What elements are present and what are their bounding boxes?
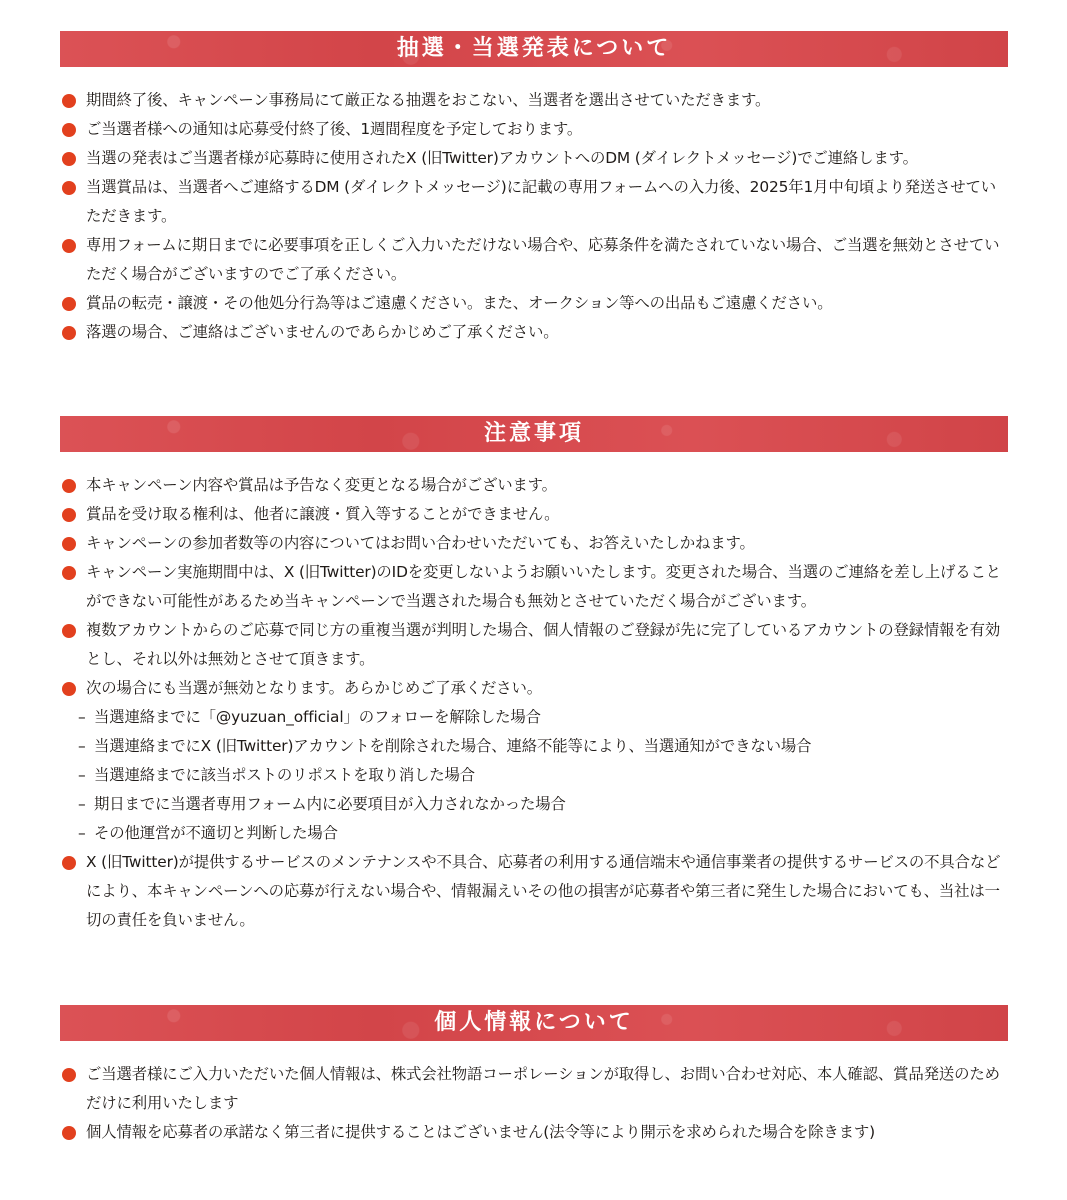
list-item-text: ご当選者様への通知は応募受付終了後、1週間程度を予定しております。 bbox=[86, 120, 583, 138]
bullet-icon bbox=[62, 566, 76, 580]
bullet-icon bbox=[62, 479, 76, 493]
list-item-text: キャンペーン実施期間中は、X (旧Twitter)のIDを変更しないようお願いいたします。変更された場合、当選のご連絡を差し上げることができない可能性があるため当キャンペーンで当選された場合も無効とさせていただく場合がございます。 bbox=[86, 563, 1001, 610]
section-heading-lottery: 抽選・当選発表について bbox=[60, 31, 1008, 67]
bullet-icon bbox=[62, 326, 76, 340]
list-item-text: 次の場合にも当選が無効となります。あらかじめご了承ください。 bbox=[86, 679, 542, 697]
bullet-icon bbox=[62, 508, 76, 522]
list-item bbox=[60, 289, 1008, 318]
list-item bbox=[60, 529, 1008, 558]
bullet-icon bbox=[62, 856, 76, 870]
lottery-notes-list bbox=[60, 86, 1008, 347]
bullet-icon bbox=[62, 94, 76, 108]
list-item bbox=[60, 173, 1008, 231]
bullet-icon bbox=[62, 239, 76, 253]
list-item-text: 落選の場合、ご連絡はございませんのであらかじめご了承ください。 bbox=[86, 323, 559, 341]
list-item bbox=[60, 1060, 1008, 1118]
sub-list-item-text: 当選連絡までにX (旧Twitter)アカウントを削除された場合、連絡不能等により、当選通知ができない場合 bbox=[94, 737, 812, 755]
sub-list-item-text: 当選連絡までに該当ポストのリポストを取り消した場合 bbox=[94, 766, 476, 784]
list-item-text: キャンペーンの参加者数等の内容についてはお問い合わせいただいても、お答えいたしかねます。 bbox=[86, 534, 755, 552]
bullet-icon bbox=[62, 682, 76, 696]
list-item-text: 当選賞品は、当選者へご連絡するDM (ダイレクトメッセージ)に記載の専用フォームへの入力後、2025年1月中旬頃より発送させていただきます。 bbox=[86, 178, 997, 225]
bullet-icon bbox=[62, 181, 76, 195]
list-item-text: 当選の発表はご当選者様が応募時に使用されたX (旧Twitter)アカウントへのDM (ダイレクトメッセージ)でご連絡します。 bbox=[86, 149, 918, 167]
dash-marker: – bbox=[78, 795, 86, 813]
dash-marker: – bbox=[78, 824, 86, 842]
list-item-text: 専用フォームに期日までに必要事項を正しくご入力いただけない場合や、応募条件を満たされていない場合、ご当選を無効とさせていただく場合がございますのでご了承ください。 bbox=[86, 236, 1000, 283]
list-item-text: 本キャンペーン内容や賞品は予告なく変更となる場合がございます。 bbox=[86, 476, 557, 494]
section-heading-personal-info: 個人情報について bbox=[60, 1005, 1008, 1041]
list-item-text: 個人情報を応募者の承諾なく第三者に提供することはございません(法令等により開示を求められた場合を除きます) bbox=[86, 1123, 875, 1141]
list-item-text: 期間終了後、キャンペーン事務局にて厳正なる抽選をおこない、当選者を選出させていただきます。 bbox=[86, 91, 771, 109]
bullet-icon bbox=[62, 297, 76, 311]
section-heading-precautions: 注意事項 bbox=[60, 416, 1008, 452]
list-item bbox=[60, 86, 1008, 115]
list-item-text: 賞品を受け取る権利は、他者に譲渡・質入等することができません。 bbox=[86, 505, 560, 523]
sub-list-item bbox=[60, 761, 1008, 790]
personal-info-list bbox=[60, 1060, 1008, 1147]
list-item bbox=[60, 318, 1008, 347]
list-item bbox=[60, 616, 1008, 674]
dash-marker: – bbox=[78, 708, 86, 726]
bullet-icon bbox=[62, 123, 76, 137]
list-item bbox=[60, 231, 1008, 289]
sub-list-item-text: その他運営が不適切と判断した場合 bbox=[94, 824, 338, 842]
bullet-icon bbox=[62, 1126, 76, 1140]
list-item bbox=[60, 558, 1008, 616]
sub-list-item-text: 期日までに当選者専用フォーム内に必要項目が入力されなかった場合 bbox=[94, 795, 566, 813]
precautions-list-continued bbox=[60, 848, 1008, 935]
bullet-icon bbox=[62, 537, 76, 551]
sub-list-item bbox=[60, 732, 1008, 761]
bullet-icon bbox=[62, 152, 76, 166]
sub-list-item bbox=[60, 819, 1008, 848]
precautions-list bbox=[60, 471, 1008, 703]
sub-list-item-text: 当選連絡までに「@yuzuan_official」のフォローを解除した場合 bbox=[94, 708, 541, 726]
bullet-icon bbox=[62, 624, 76, 638]
list-item bbox=[60, 471, 1008, 500]
list-item bbox=[60, 674, 1008, 703]
list-item bbox=[60, 115, 1008, 144]
list-item-text: X (旧Twitter)が提供するサービスのメンテナンスや不具合、応募者の利用する通信端末や通信事業者の提供するサービスの不具合などにより、本キャンペーンへの応募が行えない場合や、情報漏えいその他の損害が応募者や第三者に発生した場合においても、当社は一切の責任を負いません。 bbox=[86, 853, 1001, 929]
sub-list-item bbox=[60, 703, 1008, 732]
precautions-section bbox=[60, 416, 1008, 935]
sub-list-item bbox=[60, 790, 1008, 819]
dash-marker: – bbox=[78, 737, 86, 755]
list-item-text: 複数アカウントからのご応募で同じ方の重複当選が判明した場合、個人情報のご登録が先に完了しているアカウントの登録情報を有効とし、それ以外は無効とさせて頂きます。 bbox=[86, 621, 1001, 668]
bullet-icon bbox=[62, 1068, 76, 1082]
invalidation-conditions-list bbox=[60, 703, 1008, 848]
list-item bbox=[60, 848, 1008, 935]
list-item bbox=[60, 1118, 1008, 1147]
list-item bbox=[60, 500, 1008, 529]
dash-marker: – bbox=[78, 766, 86, 784]
lottery-announcement-section bbox=[60, 31, 1008, 347]
list-item-text: ご当選者様にご入力いただいた個人情報は、株式会社物語コーポレーションが取得し、お問い合わせ対応、本人確認、賞品発送のためだけに利用いたします bbox=[86, 1065, 1000, 1112]
list-item-text: 賞品の転売・譲渡・その他処分行為等はご遠慮ください。また、オークション等への出品もご遠慮ください。 bbox=[86, 294, 833, 312]
personal-info-section bbox=[60, 1005, 1008, 1147]
list-item bbox=[60, 144, 1008, 173]
